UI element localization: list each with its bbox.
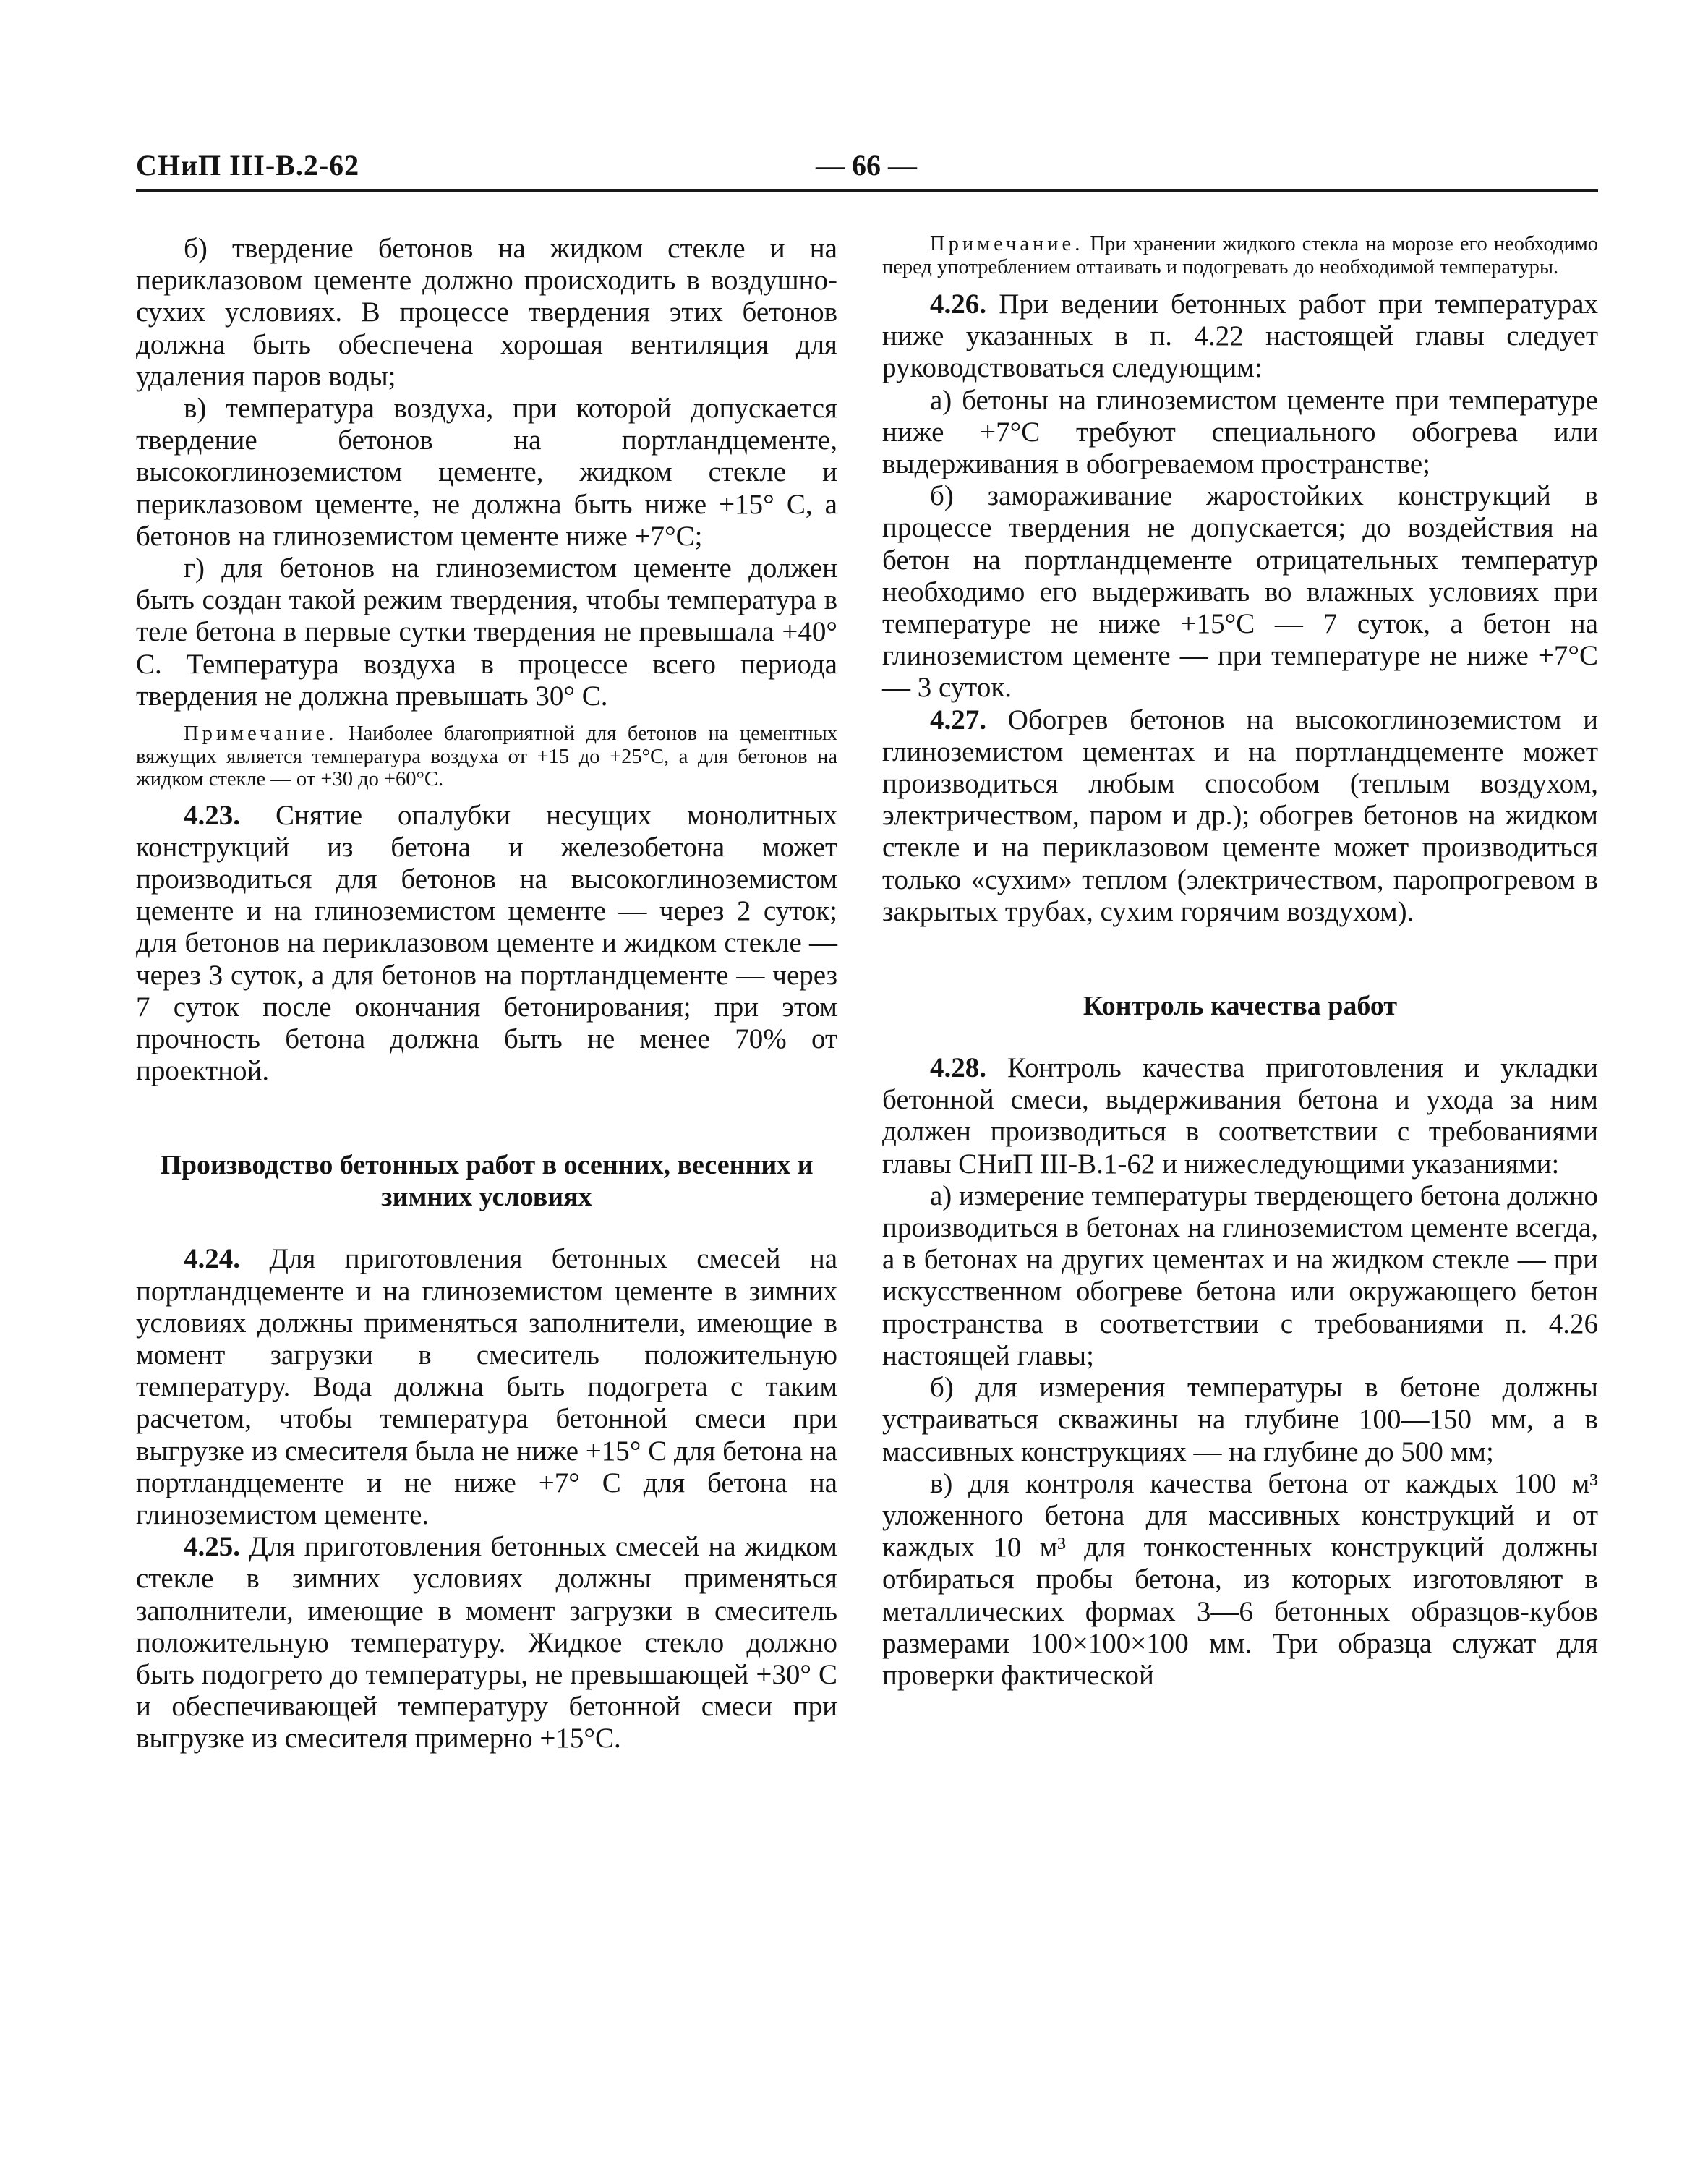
section-heading-winter: Производство бетонных работ в осенних, весенних и зимних условиях: [160, 1150, 814, 1213]
paragraph-4-22-v: в) температура воздуха, при которой допускается твердение бетонов на портландцементе, высокоглиноземистом цементе, жидком стекле и периклазовом цементе, не должна быть ниже +15° С, а бетонов на глиноземистом цементе ниже +7°С;: [136, 393, 837, 552]
clause-number-4-23: 4.23.: [184, 799, 240, 831]
note-1-text: Наиболее благоприятной для бетонов на цементных вяжущих является температура воздуха от +15 до +25°С, а для бетонов на жидком стекле — от +30 до +60°С.: [136, 722, 838, 791]
right-column: [882, 233, 1598, 1692]
paragraph-4-27: [882, 704, 1598, 928]
paragraph-4-24: [136, 1243, 837, 1531]
paragraph-4-26-a: а) бетоны на глиноземистом цементе при температуре ниже +7°С требуют специального обогрева или выдерживания в обогреваемом пространстве;: [882, 384, 1598, 480]
paragraph-4-25: [136, 1531, 837, 1754]
clause-text-4-28: Контроль качества приготовления и укладки бетонной смеси, выдерживания бетона и ухода за ним должен производиться в соответствии с требованиями главы СНиП III-В.1-62 и нижеследующими указаниями:: [882, 1052, 1599, 1180]
note-1-label: Примечание.: [184, 722, 338, 746]
clause-number-4-26: 4.26.: [930, 289, 986, 320]
clause-number-4-24: 4.24.: [184, 1243, 240, 1275]
header-rule: [136, 189, 1598, 192]
clause-number-4-25: 4.25.: [184, 1531, 240, 1563]
paragraph-4-26: [882, 289, 1598, 385]
note-2: [882, 233, 1598, 278]
paragraph-4-22-g: г) для бетонов на глиноземистом цементе должен быть создан такой режим твердения, чтобы температура в теле бетона в первые сутки твердения не превышала +40° С. Температура воздуха в процессе всего периода твердения не должна превышать 30° С.: [136, 553, 837, 712]
clause-text-4-23: Снятие опалубки несущих монолитных конструкций из бетона и железобетона может производиться для бетонов на высокоглиноземистом цементе и на глиноземистом цементе — через 2 суток; для бетонов на периклазовом цементе и жидком стекле — через 3 суток, а для бетонов на портландцементе — через 7 суток после окончания бетонирования; при этом прочность бетона должна быть не менее 70% от проектной.: [136, 799, 837, 1087]
clause-text-4-26: При ведении бетонных работ при температурах ниже указанных в п. 4.22 настоящей главы следует руководствоваться следующим:: [882, 289, 1598, 384]
clause-text-4-24: Для приготовления бетонных смесей на портландцементе и на глиноземистом цементе в зимних условиях должны применяться заполнители, имеющие в момент загрузки в смеситель положительную температуру. Вода должна быть подогрета с таким расчетом, чтобы температура бетонной смеси при выгрузке из смесителя была не ниже +15° С для бетона на портландцементе и не ниже +7° С для бетона на глиноземистом цементе.: [136, 1243, 838, 1530]
doc-code: СНиП III-В.2-62: [136, 149, 360, 182]
clause-number-4-27: 4.27.: [930, 704, 986, 735]
paragraph-4-28: [882, 1052, 1598, 1180]
paragraph-4-28-a: а) измерение температуры твердеющего бетона должно производиться в бетонах на глиноземистом цементе всегда, а в бетонах на других цементах и на жидком стекле — при искусственном обогреве бетона или окружающего бетон пространства в соответствии с требованиями п. 4.26 настоящей главы;: [882, 1180, 1598, 1371]
paragraph-4-23: [136, 800, 837, 1088]
page-header: [136, 148, 1598, 192]
note-1: [136, 722, 837, 791]
clause-text-4-25: Для приготовления бетонных смесей на жидком стекле в зимних условиях должны применяться заполнители, имеющие в момент загрузки в смеситель положительную температуру. Жидкое стекло должно быть подогрето до температуры, не превышающей +30° С и обеспечивающей температуру бетонной смеси при выгрузке из смесителя примерно +15°С.: [136, 1531, 837, 1754]
clause-text-4-27: Обогрев бетонов на высокоглиноземистом и глиноземистом цементах и на портландцементе может производиться любым способом (теплым воздухом, электричеством, паром и др.); обогрев бетонов на жидком стекле и на периклазовом цементе может производиться только «сухим» теплом (электричеством, паропрогревом в закрытых трубах, сухим горячим воздухом).: [882, 704, 1598, 927]
note-2-label: Примечание.: [930, 233, 1084, 255]
note-2-text: При хранении жидкого стекла на морозе его необходимо перед употреблением оттаивать и подогревать до необходимой температуры.: [882, 233, 1599, 278]
paragraph-4-28-v: в) для контроля качества бетона от каждых 100 м³ уложенного бетона для массивных конструкций и от каждых 10 м³ для тонкостенных конструкций должны отбираться пробы бетона, из которых изготовляют в металлических формах 3—6 бетонных образцов-кубов размерами 100×100×100 мм. Три образца служат для проверки фактической: [882, 1467, 1598, 1691]
page-number: — 66 —: [816, 149, 917, 182]
paragraph-4-22-b: б) твердение бетонов на жидком стекле и на периклазовом цементе должно происходить в воздушно-сухих условиях. В процессе твердения этих бетонов должна быть обеспечена хорошая вентиляция для удаления паров воды;: [136, 233, 837, 392]
clause-number-4-28: 4.28.: [930, 1052, 986, 1084]
left-column: [136, 233, 837, 1755]
section-heading-quality: Контроль качества работ: [1083, 991, 1398, 1022]
paragraph-4-26-b: б) замораживание жаростойких конструкций в процессе твердения не допускается; до воздействия на бетон на портландцементе отрицательных температур необходимо его выдерживать во влажных условиях при температуре не ниже +15°С — 7 суток, а бетон на глиноземистом цементе — при температуре не ниже +7°С — 3 суток.: [882, 480, 1598, 704]
paragraph-4-28-b: б) для измерения температуры в бетоне должны устраиваться скважины на глубине 100—150 мм, а в массивных конструкциях — на глубине до 500 мм;: [882, 1372, 1598, 1467]
